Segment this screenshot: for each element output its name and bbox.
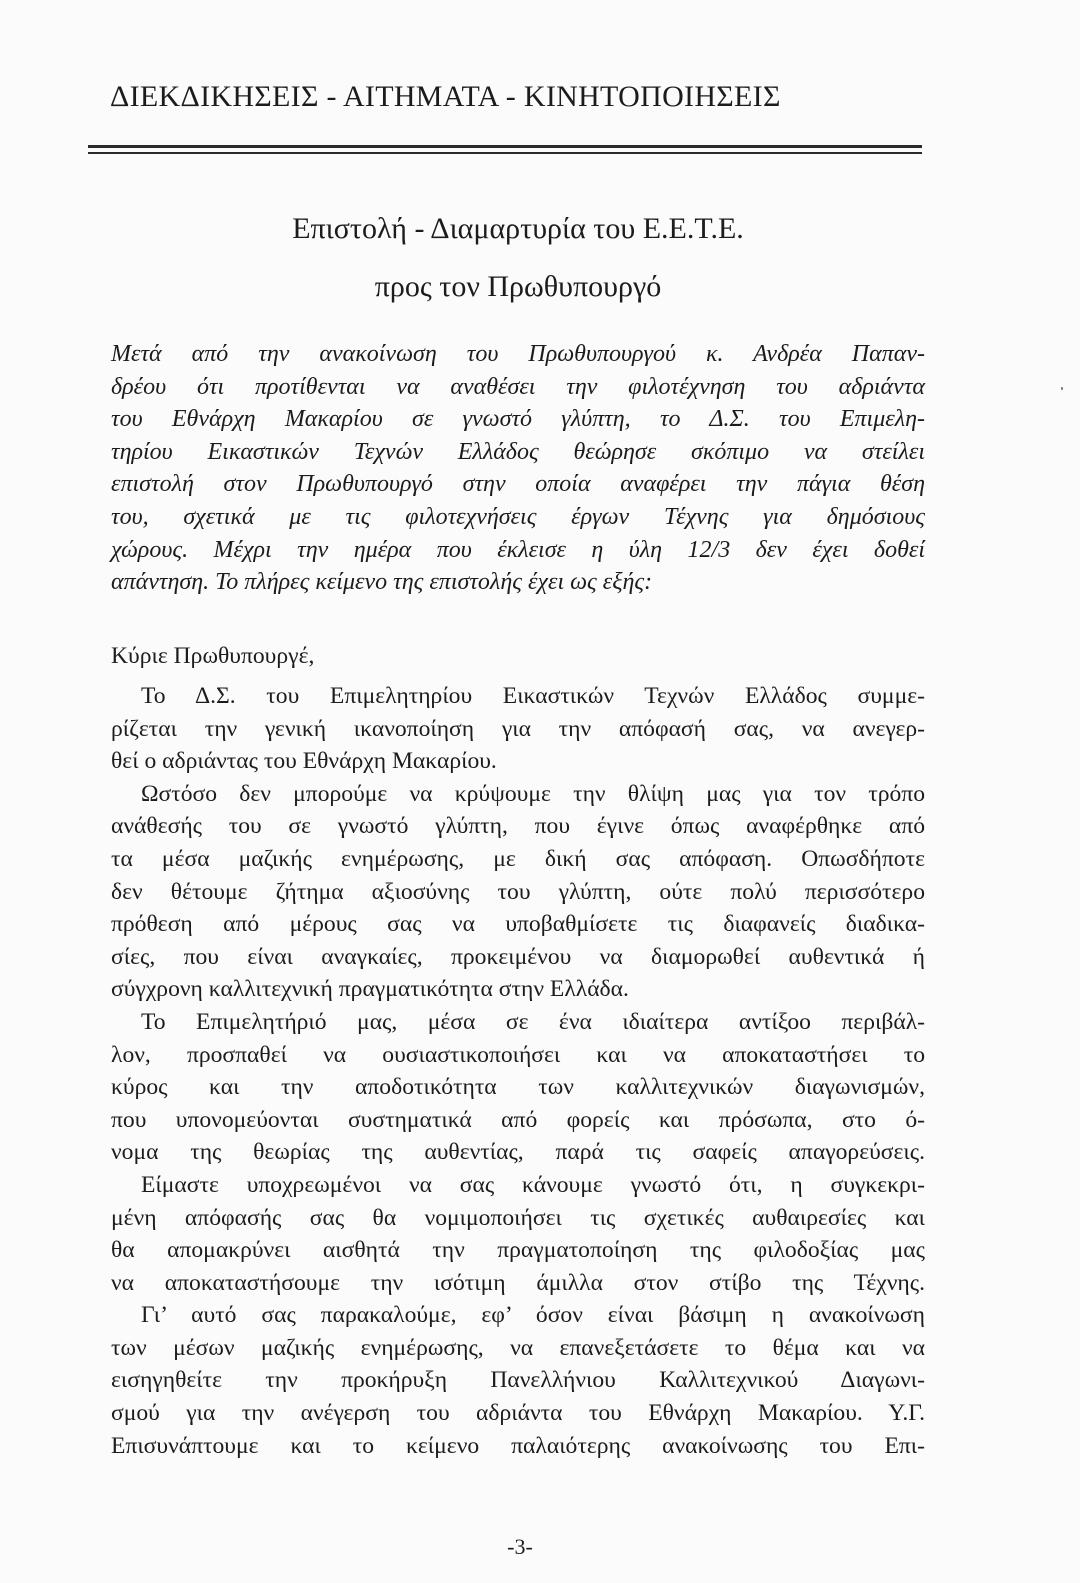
letter-line: εισηγηθείτε την προκήρυξη Πανελλήνιου Καλλιτεχνικού Διαγωνι- — [111, 1367, 925, 1394]
header-rule-top — [88, 145, 922, 148]
running-head: ΔΙΕΚΔΙΚΗΣΕΙΣ - ΑΙΤΗΜΑΤΑ - ΚΙΝΗΤΟΠΟΙΗΣΕΙΣ — [110, 80, 781, 113]
letter-line: σμού για την ανέγερση του αδριάντα του Εθνάρχη Μακαρίου. Υ.Γ. — [111, 1400, 925, 1427]
letter-line: που υπονομεύονται συστηματικά από φορείς και πρόσωπα, στο ό- — [111, 1106, 925, 1133]
intro-line: Μετά από την ανακοίνωση του Πρωθυπουργού κ. Ανδρέα Παπαν- — [111, 341, 925, 367]
letter-line: δεν θέτουμε ζήτημα αξιοσύνης του γλύπτη, ούτε πολύ περισσότερο — [111, 878, 925, 905]
letter-line: νομα της θεωρίας της αυθεντίας, παρά τις σαφείς απαγορεύσεις. — [111, 1139, 925, 1166]
intro-line: του Εθνάρχη Μακαρίου σε γνωστό γλύπτη, το Δ.Σ. του Επιμελη- — [111, 406, 925, 433]
letter-line: να αποκαταστήσουμε την ισότιμη άμιλλα στον στίβο της Τέχνης. — [111, 1269, 925, 1296]
letter-line: μένη απόφασής σας θα νομιμοποιήσει τις σχετικές αυθαιρεσίες και — [111, 1204, 925, 1231]
letter-line: Ωστόσο δεν μπορούμε να κρύψουμε την θλίψη μας για τον τρόπο — [141, 780, 925, 807]
letter-line: τα μέσα μαζικής ενημέρωσης, με δική σας απόφαση. Οπωσδήποτε — [111, 845, 925, 872]
letter-line: λον, προσπαθεί να ουσιαστικοποιήσει και να αποκαταστήσει το — [111, 1041, 925, 1068]
letter-line: Το Δ.Σ. του Επιμελητηρίου Εικαστικών Τεχνών Ελλάδος συμμε- — [141, 683, 925, 709]
intro-line: δρέου ότι προτίθενται να αναθέσει την φιλοτέχνηση του αδριάντα — [111, 373, 925, 400]
letter-line: των μέσων μαζικής ενημέρωσης, να επανεξετάσετε το θέμα και να — [111, 1334, 925, 1361]
intro-line: χώρους. Μέχρι την ημέρα που έκλεισε η ύλη 12/3 δεν έχει δοθεί — [111, 536, 925, 563]
header-rule-bottom — [88, 152, 922, 154]
intro-line: τηρίου Εικαστικών Τεχνών Ελλάδος θεώρησε σκόπιμο να στείλει — [111, 438, 925, 465]
letter-line: θα απομακρύνει αισθητά την πραγματοποίηση της φιλοδοξίας μας — [111, 1237, 925, 1264]
page-number: -3- — [507, 1534, 533, 1559]
article-title: Επιστολή - Διαμαρτυρία του Ε.Ε.Τ.Ε. — [292, 212, 744, 245]
letter-line: Γι’ αυτό σας παρακαλούμε, εφ’ όσον είναι βάσιμη η ανακοίνωση — [141, 1302, 925, 1329]
intro-paragraph — [111, 338, 925, 599]
letter-line: σύγχρονη καλλιτεχνική πραγματικότητα στην Ελλάδα. — [111, 976, 629, 1003]
letter-line: Επισυνάπτουμε και το κείμενο παλαιότερης ανακοίνωσης του Επι- — [111, 1432, 925, 1459]
letter-salutation — [111, 640, 925, 673]
letter-line: Είμαστε υποχρεωμένοι να σας κάνουμε γνωστό ότι, η συγκεκρι- — [141, 1171, 925, 1198]
salutation-text: Κύριε Πρωθυπουργέ, — [111, 643, 315, 669]
letter-line: σίες, που είναι αναγκαίες, προκειμένου να διαμορωθεί αυθεντικά ή — [111, 943, 925, 970]
article-subtitle: προς τον Πρωθυπουργό — [374, 270, 662, 303]
scan-speck — [1061, 387, 1063, 390]
letter-line: πρόθεση από μέρους σας να υποβαθμίσετε τις διαφανείς διαδικα- — [111, 911, 925, 938]
letter-line: Το Επιμελητήριό μας, μέσα σε ένα ιδιαίτερα αντίξοο περιβάλ- — [141, 1008, 925, 1035]
letter-line: κύρος και την αποδοτικότητα των καλλιτεχνικών διαγωνισμών, — [111, 1074, 925, 1101]
letter-line: θεί ο αδριάντας του Εθνάρχη Μακαρίου. — [111, 748, 497, 775]
intro-line: του, σχετικά με τις φιλοτεχνήσεις έργων Τέχνης για δημόσιους — [111, 503, 925, 530]
intro-line: επιστολή στον Πρωθυπουργό στην οποία αναφέρει την πάγια θέση — [111, 471, 925, 498]
letter-body — [111, 680, 925, 1462]
letter-line: ρίζεται την γενική ικανοποίηση για την απόφασή σας, να ανεγερ- — [111, 715, 925, 742]
intro-line: απάντηση. Το πλήρες κείμενο της επιστολής έχει ως εξής: — [111, 569, 653, 596]
letter-line: ανάθεσής του σε γνωστό γλύπτη, που έγινε όπως αναφέρθηκε από — [111, 813, 925, 840]
